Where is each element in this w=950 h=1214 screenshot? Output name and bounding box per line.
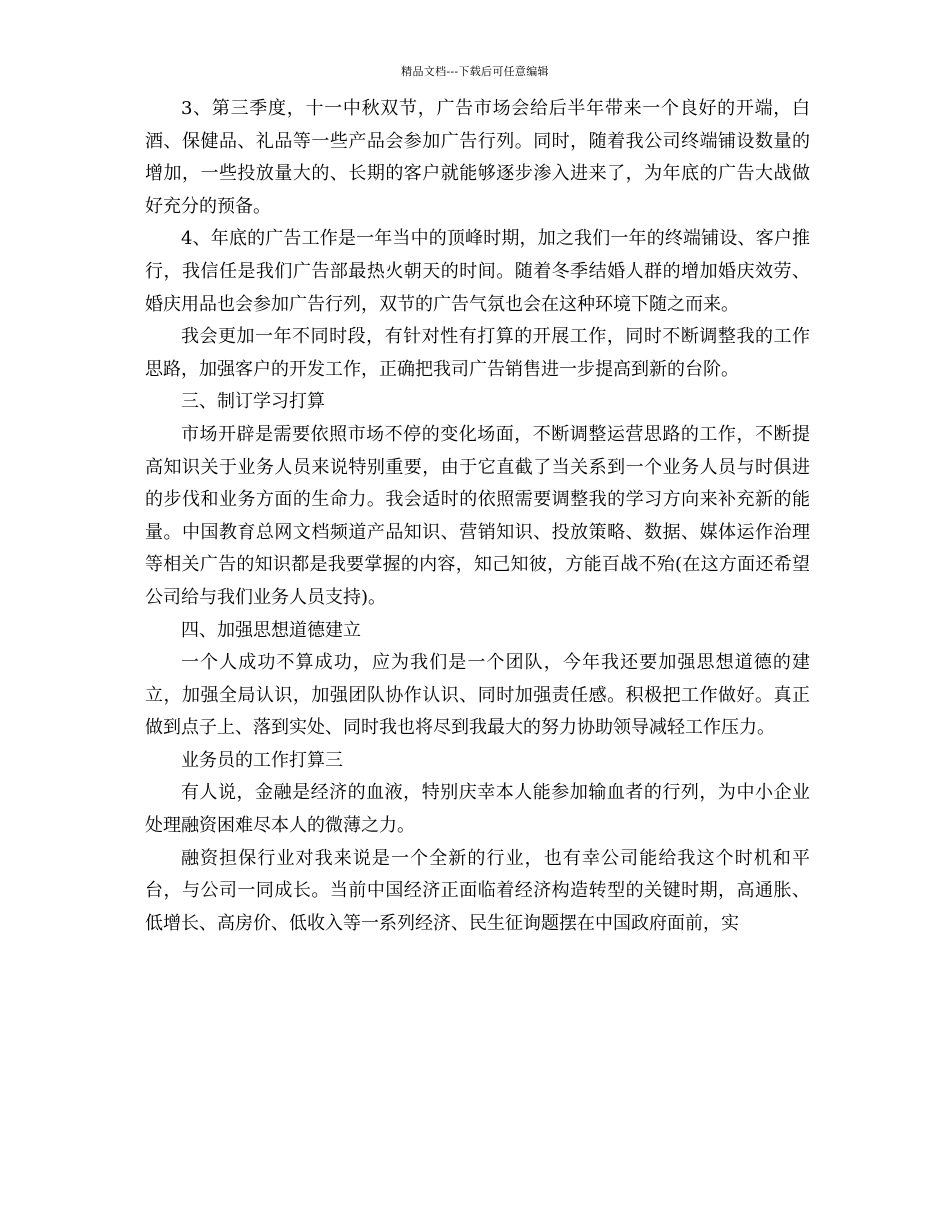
section-heading-study-plan: 三、制订学习打算: [181, 391, 325, 413]
paragraph-finance-blood: 有人说，金融是经济的血液，特别庆幸本人能参加输血者的行列，为中小企业处理融资困难尽本人的微薄之力。: [145, 782, 810, 837]
paragraph-work-plan: 我会更加一年不同时段，有针对性有打算的开展工作，同时不断调整我的工作思路，加强客户的开发工作，正确把我司广告销售进一步提高到新的台阶。: [145, 326, 810, 380]
page-header: 精品文档---下载后可任意编辑: [401, 65, 549, 78]
paragraph-q3-ad-market: 3、第三季度，十一中秋双节，广告市场会给后半年带来一个良好的开端，白酒、保健品、礼品等一些产品会参加广告行列。同时，随着我公司终端铺设数量的增加，一些投放量大的、长期的客户就能够逐步渗入进来了，为年底的广告大战做好充分的预备。: [145, 98, 810, 217]
paragraph-teamwork: 一个人成功不算成功，应为我们是一个团队，今年我还要加强思想道德的建立，加强全局认识，加强团队协作认识、同时加强责任感。积极把工作做好。真正做到点子上、落到实处、同时我也将尽到我最大的努力协助领导减轻工作压力。: [145, 652, 810, 739]
section-heading-moral-building: 四、加强思想道德建立: [181, 619, 361, 641]
section-heading-salesperson-plan-three: 业务员的工作打算三: [181, 749, 343, 771]
document-body: [145, 93, 810, 940]
paragraph-market-development: 市场开辟是需要依照市场不停的变化场面，不断调整运营思路的工作，不断提高知识关于业务人员来说特别重要，由于它直截了当关系到一个业务人员与时俱进的步伐和业务方面的生命力。我会适时的依照需要调整我的学习方向来补充新的能量。中国教育总网文档频道产品知识、营销知识、投放策略、数据、媒体运作治理等相关广告的知识都是我要掌握的内容，知己知彼，方能百战不殆(在这方面还希望公司给与我们业务人员支持)。: [145, 423, 810, 608]
paragraph-year-end-ad-work: 4、年底的广告工作是一年当中的顶峰时期，加之我们一年的终端铺设、客户推行，我信任是我们广告部最热火朝天的时间。随着冬季结婚人群的增加婚庆效劳、婚庆用品也会参加广告行列，双节的广告气氛也会在这种环境下随之而来。: [145, 228, 810, 315]
paragraph-guarantee-industry: 融资担保行业对我来说是一个全新的行业，也有幸公司能给我这个时机和平台，与公司一同成长。当前中国经济正面临着经济构造转型的关键时期，高通胀、低增长、高房价、低收入等一系列经济、民生征询题摆在中国政府面前，实: [145, 847, 810, 934]
